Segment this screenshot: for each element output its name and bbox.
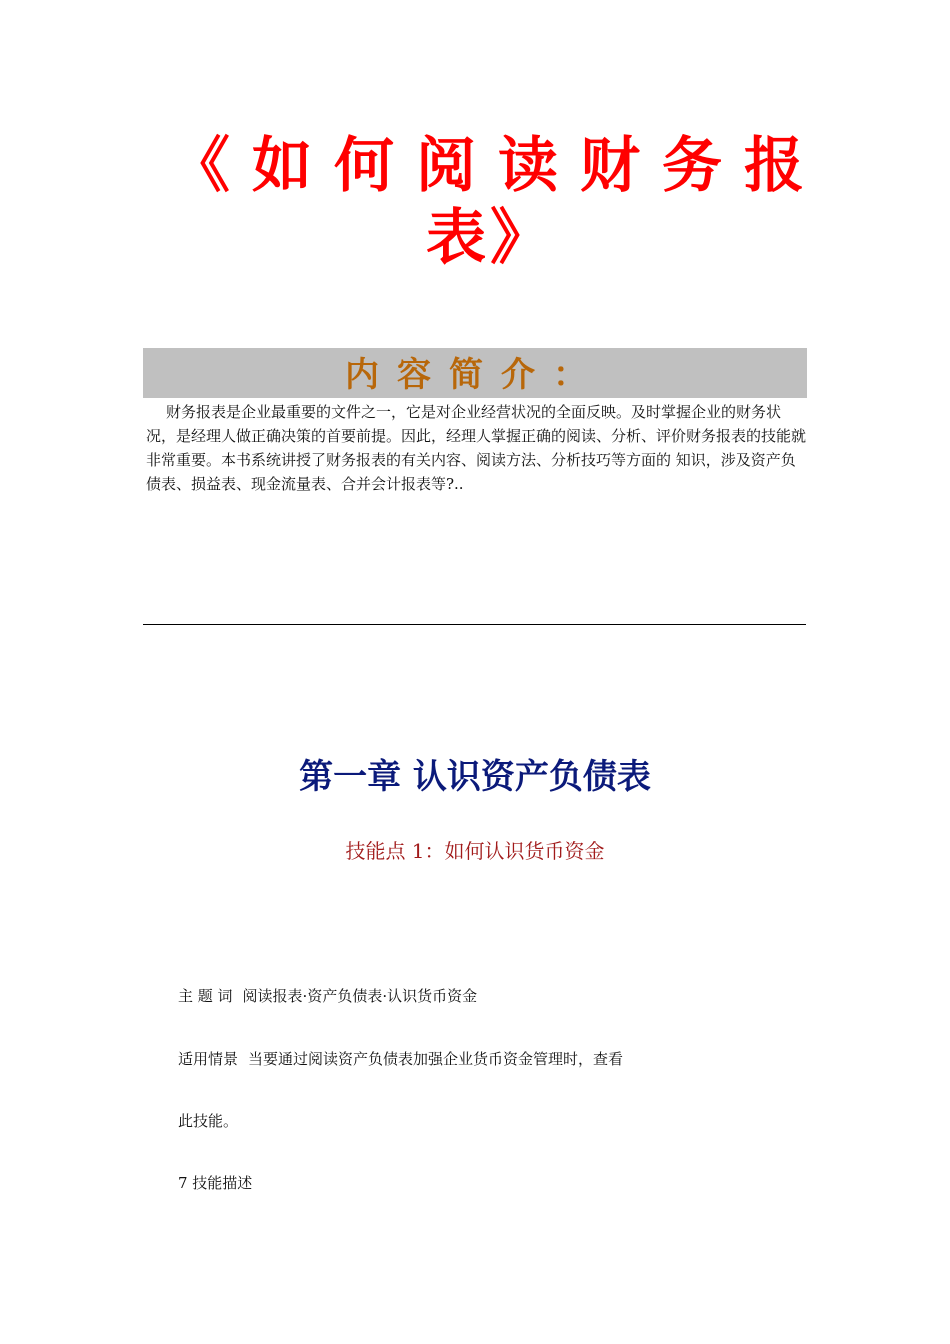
keywords-value: 阅读报表·资产负债表·认识货币资金 [242,987,478,1005]
section-divider [143,624,806,625]
intro-heading: 内容简介： [143,348,807,398]
intro-body: 财务报表是企业最重要的文件之一，它是对企业经营状况的全面反映。及时掌握企业的财务状况，是经理人做正确决策的首要前提。因此，经理人掌握正确的阅读、分析、评价财务报表的技能就非常重要。本书系统讲授了财务报表的有关内容、阅读方法、分析技巧等方面的 知识，涉及资产负债表、损益表、现金流量表、合并会计报表等?.. [146,403,807,493]
keywords-label: 主 题 词 [178,987,233,1005]
document-title [170,130,826,274]
scenario-continuation: 此技能。 [178,1112,239,1130]
document-title-line1: 《如何阅读财务报 [170,131,826,201]
document-title-line2: 表》 [426,203,554,273]
scenario-label: 适用情景 [178,1050,239,1068]
description-heading: 7 技能描述 [178,1174,253,1192]
scenario-line [178,1048,623,1070]
keywords-line [178,985,477,1007]
scenario-value: 当要通过阅读资产负债表加强企业货币资金管理时，查看 [248,1050,624,1068]
chapter-title: 第一章 认识资产负债表 [299,757,651,797]
skill-point-title: 技能点 1：如何认识货币资金 [345,839,605,863]
